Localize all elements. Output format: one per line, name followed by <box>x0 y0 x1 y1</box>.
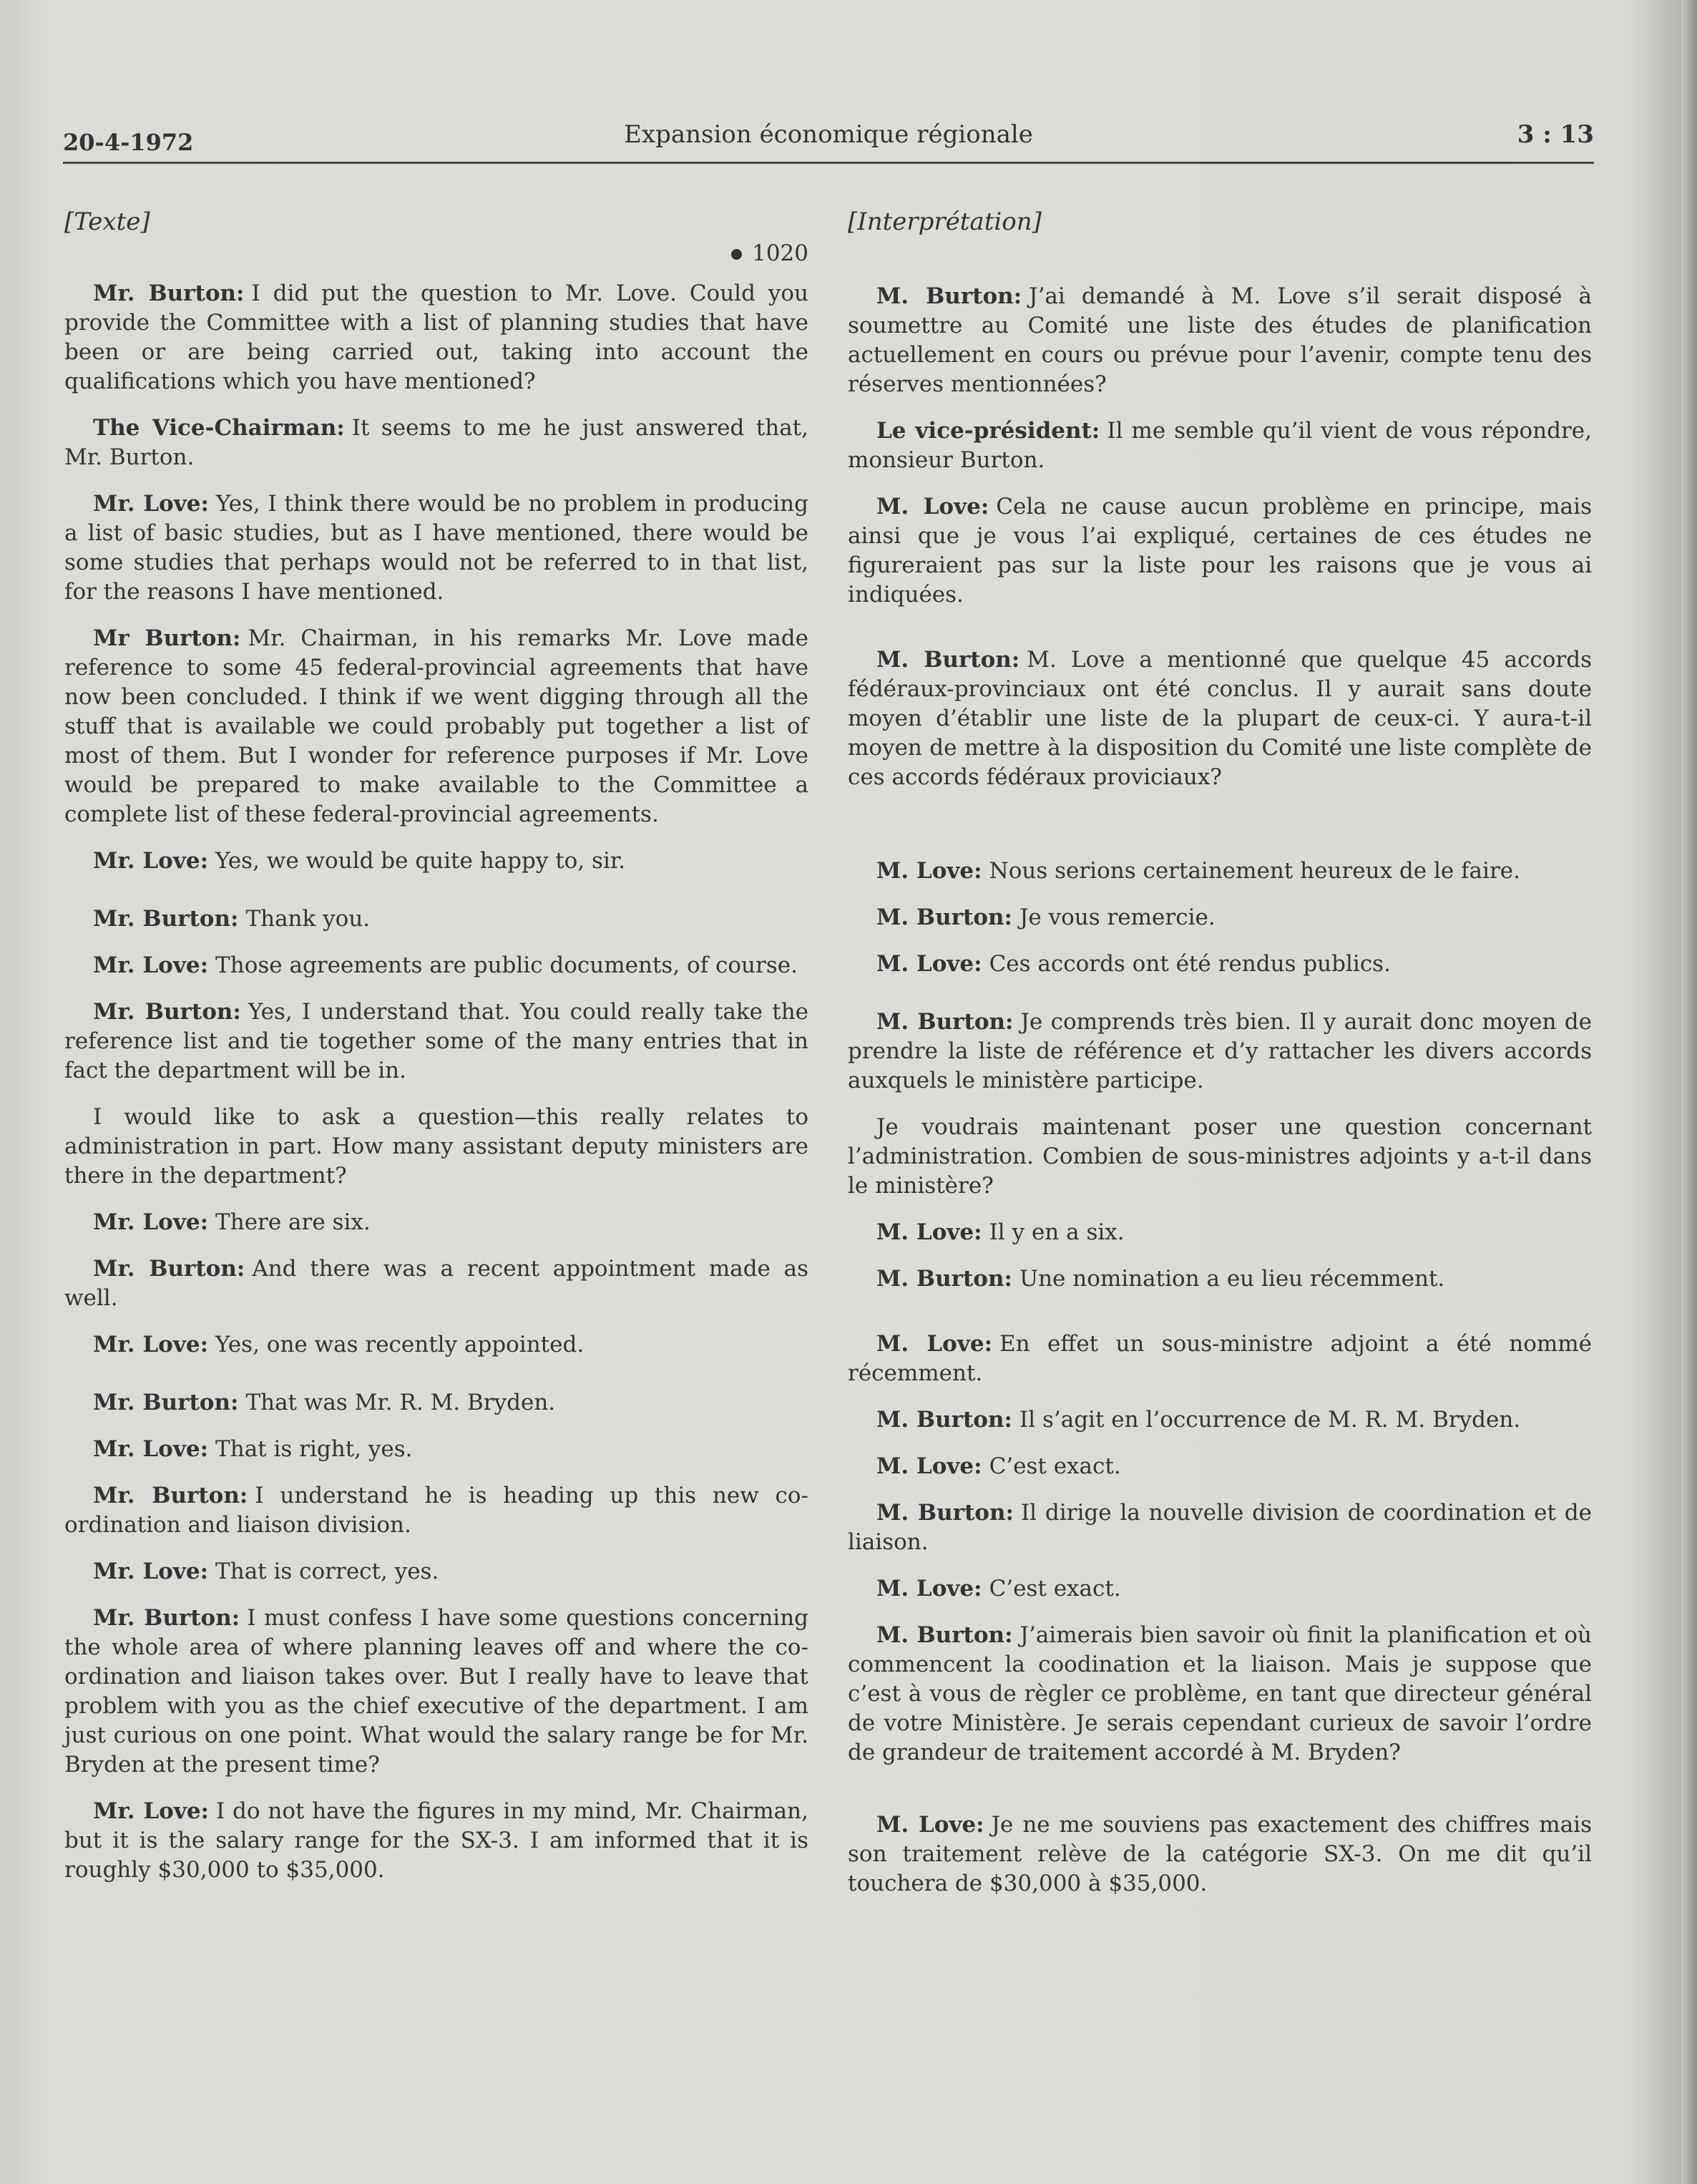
french-paragraphs <box>848 282 1592 1898</box>
transcript-paragraph <box>848 1405 1592 1435</box>
transcript-paragraph <box>64 1330 808 1360</box>
speech-text: J’aimerais bien savoir où finit la planification et où commencent la coodination et la liaison. Mais je suppose que c’est à vous de règler ce problème, en tant que directeur général de votre Ministère. Je serais cependant curieux de savoir l’ordre de grandeur de traitement accordé à M. Bryden? <box>848 1622 1593 1765</box>
transcript-paragraph <box>848 857 1592 886</box>
speech-text: I understand he is heading up this new co-ordination and liaison division. <box>64 1483 808 1538</box>
speech-text: There are six. <box>215 1209 371 1235</box>
speaker-name: M. Burton: <box>876 905 1012 930</box>
speech-text: J’ai demandé à M. Love s’il serait disposé à soumettre au Comité une liste des études de planification actuellement en cours ou prévue pour l’avenir, compte tenu des réserves mentionnées? <box>848 283 1592 397</box>
speech-text: Il s’agit en l’occurrence de M. R. M. Bryden. <box>1019 1407 1521 1433</box>
header-date: 20-4-1972 <box>63 129 194 156</box>
speaker-name: Mr Burton: <box>93 625 241 651</box>
header-rule <box>63 162 1594 164</box>
speech-text: Je ne me souviens pas exactement des chiffres mais son traitement relève de la catégorie SX-3. On me dit qu’il touchera de $30,000 à $35,000. <box>848 1812 1592 1896</box>
speaker-name: M. Burton: <box>876 1407 1012 1433</box>
speaker-name: M. Love: <box>876 858 982 884</box>
speaker-name: M. Burton: <box>876 1266 1012 1292</box>
speech-text: I do not have the figures in my mind, Mr. Chairman, but it is the salary range for the SX-3. I am informed that it is roughly $30,000 to $35,000. <box>64 1798 808 1883</box>
english-paragraphs <box>64 279 808 1885</box>
speech-text: Yes, one was recently appointed. <box>215 1332 585 1357</box>
speaker-name: M. Burton: <box>876 1009 1014 1035</box>
speech-text: Je voudrais maintenant poser une question concernant l’administration. Combien de sous-ministres adjoints y a-t-il dans le ministère? <box>848 1114 1592 1199</box>
speaker-name: Mr. Burton: <box>93 1605 240 1631</box>
speaker-name: Mr. Love: <box>93 1559 209 1584</box>
speaker-name: The Vice-Chairman: <box>93 415 345 441</box>
transcript-paragraph <box>848 1113 1592 1201</box>
transcript-paragraph <box>848 903 1592 932</box>
transcript-paragraph <box>64 905 808 934</box>
transcript-paragraph <box>64 489 808 607</box>
speech-text: M. Love a mentionné que quelque 45 accords fédéraux-provinciaux ont été conclus. Il y aurait sans doute moyen d’établir une liste de la plupart de ceux-ci. Y aura-t-il moyen de mettre à la disposition du Comité une liste complète de ces accords fédéraux proviciaux? <box>848 647 1593 790</box>
speech-text: Yes, I think there would be no problem in producing a list of basic studies, but as I have mentioned, there would be some studies that perhaps would not be referred to in that list, for the reasons I have mentioned. <box>64 491 808 605</box>
transcript-paragraph <box>848 1574 1592 1604</box>
transcript-paragraph <box>848 492 1592 610</box>
speaker-name: Mr. Burton: <box>93 999 241 1025</box>
speaker-name: Mr. Burton: <box>93 281 245 306</box>
transcript-paragraph <box>64 1481 808 1540</box>
speaker-name: Mr. Burton: <box>93 1256 245 1282</box>
speech-text: That is right, yes. <box>215 1436 413 1462</box>
binding-edge <box>1681 0 1697 2184</box>
speaker-name: Mr. Love: <box>93 848 209 874</box>
speaker-name: M. Love: <box>876 1331 993 1357</box>
english-column <box>64 208 808 1902</box>
transcript-paragraph <box>848 1621 1592 1768</box>
speech-text: Il dirige la nouvelle division de coordination et de liaison. <box>848 1500 1592 1555</box>
transcript-paragraph <box>64 1388 808 1418</box>
transcript-paragraph <box>64 1208 808 1237</box>
speaker-name: Mr. Love: <box>93 1332 209 1357</box>
section-label-texte: [Texte] <box>64 208 150 236</box>
speaker-name: Mr. Love: <box>93 491 209 517</box>
transcript-paragraph <box>848 950 1592 979</box>
french-column <box>848 208 1592 1916</box>
speech-text: And there was a recent appointment made as well. <box>64 1256 808 1311</box>
transcript-paragraph <box>848 645 1592 792</box>
transcript-paragraph <box>64 1103 808 1191</box>
speech-text: Cela ne cause aucun problème en principe, mais ainsi que je vous l’ai expliqué, certaines de ces études ne figureraient pas sur la liste pour les raisons que je vous ai indiquées. <box>848 494 1592 608</box>
time-marker-value: 1020 <box>752 240 808 266</box>
speaker-name: M. Love: <box>876 951 982 977</box>
speech-text: That is correct, yes. <box>215 1559 439 1584</box>
speaker-name: Mr. Burton: <box>93 1390 239 1415</box>
speaker-name: Le vice-président: <box>876 418 1100 444</box>
speech-text: Il me semble qu’il vient de vous répondre, monsieur Burton. <box>848 418 1592 473</box>
transcript-paragraph <box>848 416 1592 475</box>
speech-text: Nous serions certainement heureux de le faire. <box>989 858 1520 884</box>
speaker-name: M. Burton: <box>876 1622 1013 1648</box>
speech-text: En effet un sous-ministre adjoint a été nommé récemment. <box>848 1331 1592 1386</box>
time-marker <box>64 240 808 266</box>
speaker-name: Mr. Love: <box>93 1209 209 1235</box>
speech-text: C’est exact. <box>989 1453 1121 1479</box>
transcript-paragraph <box>64 1557 808 1586</box>
speech-text: I must confess I have some questions concerning the whole area of where planning leaves off and where the co-ordination and liaison takes over. But I really have to leave that problem with you as the chief executive of the department. I am just curious on one point. What would the salary range be for Mr. Bryden at the present time? <box>64 1605 809 1778</box>
header-title: Expansion économique régionale <box>624 120 1033 149</box>
speech-text: It seems to me he just answered that, Mr. Burton. <box>64 415 808 470</box>
speech-text: That was Mr. R. M. Bryden. <box>245 1390 556 1415</box>
page-header <box>63 120 1594 163</box>
section-label-interpretation: [Interprétation] <box>848 208 1042 236</box>
speech-text: Ces accords ont été rendus publics. <box>989 951 1391 977</box>
speaker-name: M. Love: <box>876 1812 984 1838</box>
speaker-name: M. Burton: <box>876 283 1022 309</box>
speech-text: I did put the question to Mr. Love. Could you provide the Committee with a list of planning studies that have been or are being carried out, taking into account the qualifications which you have mentioned? <box>64 281 808 394</box>
header-page-number: 3 : 13 <box>1517 120 1594 149</box>
speech-text: Yes, I understand that. You could really take the reference list and tie together some of the many entries that in fact the department will be in. <box>64 999 809 1083</box>
speaker-name: M. Love: <box>876 1219 982 1245</box>
transcript-paragraph <box>64 1254 808 1313</box>
transcript-paragraph <box>64 279 808 396</box>
speech-text: Thank you. <box>245 906 371 932</box>
transcript-paragraph <box>64 1797 808 1885</box>
speech-text: Je comprends très bien. Il y aurait donc moyen de prendre la liste de référence et d’y rattacher les divers accords auxquels le ministère participe. <box>848 1009 1593 1093</box>
speech-text: Those agreements are public documents, of course. <box>215 952 798 978</box>
speaker-name: M. Burton: <box>876 647 1020 673</box>
speaker-name: Mr. Love: <box>93 1798 209 1824</box>
speaker-name: Mr. Love: <box>93 1436 209 1462</box>
speech-text: Je vous remercie. <box>1019 905 1216 930</box>
speech-text: Une nomination a eu lieu récemment. <box>1019 1266 1445 1292</box>
speaker-name: Mr. Burton: <box>93 1483 248 1508</box>
transcript-paragraph <box>848 1264 1592 1294</box>
speaker-name: M. Love: <box>876 1576 982 1602</box>
transcript-paragraph <box>848 1218 1592 1247</box>
transcript-paragraph <box>64 951 808 980</box>
transcript-paragraph <box>64 414 808 472</box>
speech-text: C’est exact. <box>989 1576 1121 1602</box>
transcript-paragraph <box>848 1810 1592 1898</box>
transcript-paragraph <box>64 847 808 876</box>
transcript-paragraph <box>64 624 808 829</box>
transcript-paragraph <box>848 282 1592 399</box>
speaker-name: M. Burton: <box>876 1500 1014 1526</box>
speech-text: Mr. Chairman, in his remarks Mr. Love made reference to some 45 federal-provincial agreements that have now been concluded. I think if we went digging through all the stuff that is available we could probably put together a list of most of them. But I wonder for reference purposes if Mr. Love would be prepared to make available to the Committee a complete list of these federal-provincial agreements. <box>64 625 808 827</box>
transcript-paragraph <box>64 1435 808 1464</box>
transcript-paragraph <box>64 998 808 1086</box>
speech-text: Il y en a six. <box>989 1219 1125 1245</box>
transcript-paragraph <box>848 1008 1592 1096</box>
speech-text: I would like to ask a question—this really relates to administration in part. How many assistant deputy ministers are there in the department? <box>64 1104 808 1189</box>
transcript-paragraph <box>848 1330 1592 1388</box>
speaker-name: Mr. Love: <box>93 952 209 978</box>
speech-text: Yes, we would be quite happy to, sir. <box>215 848 626 874</box>
speaker-name: Mr. Burton: <box>93 906 239 932</box>
speaker-name: M. Love: <box>876 494 989 520</box>
bullet-icon <box>731 249 742 260</box>
transcript-paragraph <box>848 1498 1592 1557</box>
transcript-paragraph <box>848 1452 1592 1481</box>
speaker-name: M. Love: <box>876 1453 982 1479</box>
transcript-paragraph <box>64 1604 808 1780</box>
